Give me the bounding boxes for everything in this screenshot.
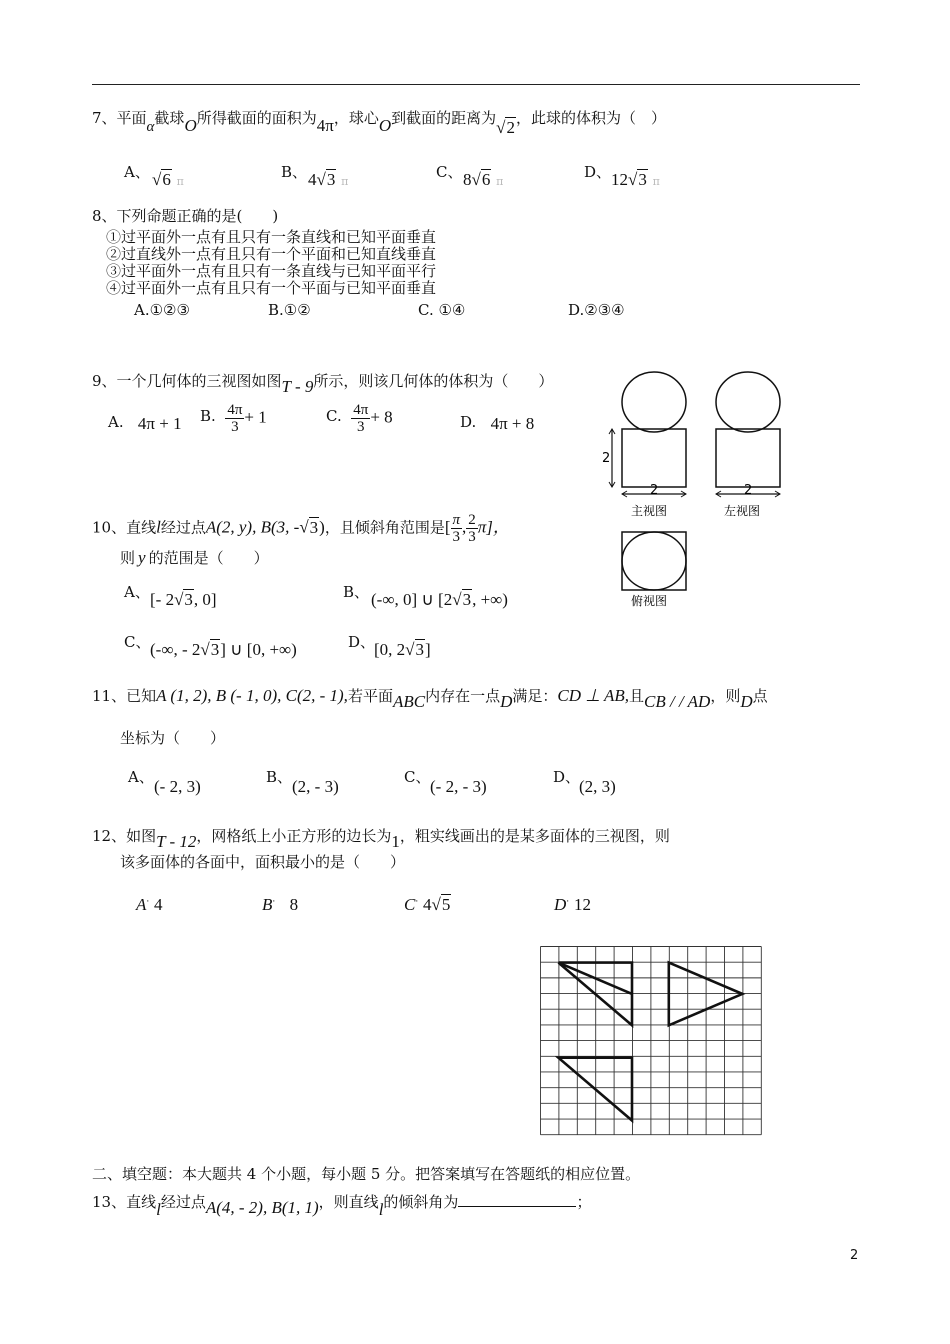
- question-10-stem: 10、直线l经过点A(2, y), B(3, -√3)，且倾斜角范围是[ $\frac{\pi}{3}$ , $\frac{2}{3}$ π]，: [92, 512, 510, 545]
- q7-option-b[interactable]: B、: [281, 163, 308, 181]
- q7-distance: √2: [496, 118, 515, 137]
- q8-option-d[interactable]: D.②③④: [568, 301, 625, 319]
- q10-option-a-value: [- 2√3, 0]: [150, 590, 217, 609]
- front-view-sphere: [622, 372, 686, 432]
- q12-option-b[interactable]: B· 8: [262, 895, 299, 914]
- front-view-square: [622, 429, 686, 487]
- q8-item: ③过平面外一点有且只有一条直线与已知平面平行: [106, 262, 437, 280]
- q7-text: 到截面的距离为: [391, 109, 497, 127]
- q8-option-c[interactable]: C. ①④: [418, 301, 466, 319]
- left-view-width-label: 2: [744, 483, 753, 498]
- q7-option-a[interactable]: A、: [124, 163, 150, 181]
- question-7-stem: [92, 108, 666, 137]
- q7-o: O: [378, 116, 392, 135]
- q7-text: 7、平面: [92, 109, 147, 127]
- section-2-heading: 二、填空题：本大题共 4 个小题，每小题 5 分。把答案填写在答题纸的相应位置。: [92, 1165, 641, 1183]
- q12-figure-ref: T - 12: [156, 832, 197, 851]
- q7-option-d-value: 12√3 π: [611, 170, 661, 189]
- q10-option-a[interactable]: A、: [124, 583, 150, 601]
- q8-item: ④过平面外一点有且只有一个平面与已知平面垂直: [106, 279, 437, 297]
- q11-option-b-value: (2, - 3): [292, 777, 339, 796]
- q12-option-c[interactable]: C· 4√5: [404, 895, 451, 914]
- q7-text: ，球心: [333, 109, 379, 127]
- q10-option-d[interactable]: D、: [348, 633, 376, 651]
- q9-option-c[interactable]: C. $\frac{4\pi}{3}$ + 8: [326, 402, 393, 435]
- q7-area: 4π: [316, 116, 334, 135]
- q7-option-b-value: 4√3 π: [308, 170, 350, 189]
- left-view-caption: 左视图: [724, 504, 761, 518]
- q11-option-c-value: (- 2, - 3): [430, 777, 487, 796]
- page-number: 2: [850, 1248, 859, 1263]
- q7-option-c-value: 8√6 π: [463, 170, 505, 189]
- q9-option-a[interactable]: A. 4π + 1: [108, 413, 182, 433]
- q11-option-b[interactable]: B、: [266, 768, 293, 786]
- question-8-stem: 8、下列命题正确的是( ): [92, 207, 279, 225]
- q10-line-2: 则 y 的范围是（ ）: [120, 548, 269, 567]
- q11-option-a[interactable]: A、: [128, 768, 154, 786]
- q12-line-2: 该多面体的各面中，面积最小的是（ ）: [120, 853, 406, 871]
- q8-option-b[interactable]: B.①②: [268, 301, 311, 319]
- q8-option-a[interactable]: A.①②③: [134, 301, 190, 319]
- question-11-stem: 11、已知A (1, 2), B (- 1, 0), C(2, - 1),若平面ABC内存在一点D满足：CD ⊥ AB,且CB / / AD，则D点: [92, 686, 768, 711]
- question-9-stem: 9、一个几何体的三视图如图T - 9所示，则该几何体的体积为（ ）: [92, 372, 554, 396]
- q10-option-c-value: (-∞, - 2√3] ∪ [0, +∞): [150, 640, 297, 659]
- front-view-width-label: 2: [650, 483, 659, 498]
- question-13-stem: 13、直线l经过点A(4, - 2), B(1, 1)，则直线l的倾斜角为 ；: [92, 1193, 592, 1219]
- header-rule: [92, 84, 860, 85]
- q7-option-a-value: √6 π: [152, 170, 185, 189]
- q7-o: O: [184, 116, 197, 135]
- top-view-circle: [622, 532, 686, 590]
- q11-option-d[interactable]: D、: [553, 768, 581, 786]
- q8-item: ①过平面外一点有且只有一条直线和已知平面垂直: [106, 228, 437, 246]
- left-view-sphere: [716, 372, 780, 432]
- q10-option-b[interactable]: B、: [343, 583, 370, 601]
- q8-item: ②过直线外一点有且只有一个平面和已知直线垂直: [106, 245, 437, 263]
- q12-grid-figure: [540, 946, 764, 1140]
- q9-three-view-figure: [600, 366, 800, 616]
- q10-option-b-value: (-∞, 0] ∪ [2√3, +∞): [371, 590, 508, 609]
- q10-option-c[interactable]: C、: [124, 633, 151, 651]
- q11-line-2: 坐标为（ ）: [120, 729, 226, 747]
- question-12-stem: 12、如图T - 12，网格纸上小正方形的边长为1，粗实线画出的是某多面体的三视图，则: [92, 827, 670, 851]
- q10-option-d-value: [0, 2√3]: [374, 640, 431, 659]
- q7-text: ，此球的体积为（ ）: [515, 109, 666, 127]
- left-view-square: [716, 429, 780, 487]
- view-triangle-top: [558, 1058, 632, 1121]
- q9-option-b[interactable]: B. $\frac{4\pi}{3}$ + 1: [200, 402, 267, 435]
- q7-option-c[interactable]: C、: [436, 163, 463, 181]
- q11-option-c[interactable]: C、: [404, 768, 431, 786]
- q9-option-d[interactable]: D. 4π + 8: [460, 413, 535, 433]
- q11-option-d-value: (2, 3): [579, 777, 616, 796]
- top-view-caption: 俯视图: [631, 594, 668, 608]
- q12-option-d[interactable]: D· 12: [554, 895, 591, 914]
- q7-alpha: α: [146, 119, 155, 135]
- q11-option-a-value: (- 2, 3): [154, 777, 201, 796]
- q9-figure-ref: T - 9: [281, 377, 314, 396]
- front-view-caption: 主视图: [631, 504, 668, 518]
- answer-blank[interactable]: [458, 1192, 576, 1207]
- q7-text: 截球: [154, 109, 185, 127]
- q7-option-d[interactable]: D、: [584, 163, 612, 181]
- q12-option-a[interactable]: A· 4: [136, 895, 163, 914]
- q7-text: 所得截面的面积为: [196, 109, 317, 127]
- front-view-height-label: 2: [602, 451, 611, 466]
